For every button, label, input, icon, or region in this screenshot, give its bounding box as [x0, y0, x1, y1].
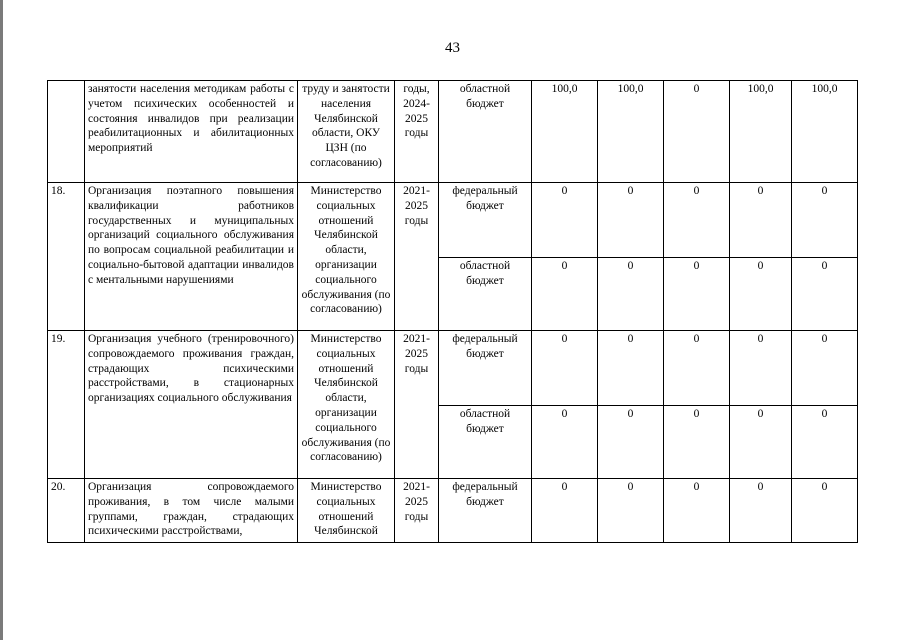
- amount-cell: 0: [598, 479, 664, 543]
- term-cell: 2021-2025 годы: [395, 331, 439, 479]
- amount-cell: 100,0: [532, 81, 598, 183]
- amount-cell: 0: [664, 406, 730, 479]
- amount-cell: 0: [730, 479, 792, 543]
- term-cell: 2021-2025 годы: [395, 479, 439, 543]
- funding-source: федеральный бюджет: [439, 479, 532, 543]
- amount-cell: 0: [532, 331, 598, 406]
- program-activities-table: [47, 80, 858, 543]
- row-number: 18.: [48, 183, 85, 331]
- scan-left-edge: [0, 0, 3, 640]
- amount-cell: 0: [664, 81, 730, 183]
- funding-source: федеральный бюджет: [439, 331, 532, 406]
- amount-cell: 100,0: [598, 81, 664, 183]
- amount-cell: 0: [730, 406, 792, 479]
- activity-name: занятости населения методикам работы с учетом психических особенностей и состояния инвалидов при реализации реабилитационных и абилитационных мероприятий: [85, 81, 298, 183]
- table-row: [48, 81, 858, 183]
- amount-cell: 0: [792, 406, 858, 479]
- amount-cell: 0: [730, 183, 792, 258]
- amount-cell: 0: [792, 258, 858, 331]
- amount-cell: 0: [598, 258, 664, 331]
- amount-cell: 0: [730, 331, 792, 406]
- amount-cell: 0: [598, 406, 664, 479]
- amount-cell: 0: [598, 331, 664, 406]
- amount-cell: 0: [532, 183, 598, 258]
- amount-cell: 0: [664, 479, 730, 543]
- executor-cell: Министерство социальных отношений Челябинской области, организации социального обслуживания (по согласованию): [298, 331, 395, 479]
- amount-cell: 0: [792, 479, 858, 543]
- row-number: 20.: [48, 479, 85, 543]
- amount-cell: 0: [792, 183, 858, 258]
- activity-name: Организация поэтапного повышения квалификации работников государственных и муниципальных организаций социального обслуживания по вопросам социальной реабилитации и социально-бытовой адаптации инвалидов с ментальными нарушениями: [85, 183, 298, 331]
- amount-cell: 0: [664, 258, 730, 331]
- amount-cell: 100,0: [792, 81, 858, 183]
- amount-cell: 0: [664, 183, 730, 258]
- term-cell: годы, 2024-2025 годы: [395, 81, 439, 183]
- amount-cell: 0: [532, 479, 598, 543]
- amount-cell: 0: [532, 258, 598, 331]
- amount-cell: 0: [664, 331, 730, 406]
- executor-cell: труду и занятости населения Челябинской области, ОКУ ЦЗН (по согласованию): [298, 81, 395, 183]
- funding-source: областной бюджет: [439, 81, 532, 183]
- amount-cell: 100,0: [730, 81, 792, 183]
- amount-cell: 0: [598, 183, 664, 258]
- funding-source: областной бюджет: [439, 406, 532, 479]
- table-row: [48, 479, 858, 543]
- amount-cell: 0: [532, 406, 598, 479]
- row-number: [48, 81, 85, 183]
- table-row: [48, 183, 858, 258]
- amount-cell: 0: [792, 331, 858, 406]
- term-cell: 2021-2025 годы: [395, 183, 439, 331]
- table-row: [48, 331, 858, 406]
- activity-name: Организация учебного (тренировочного) сопровождаемого проживания граждан, страдающих психическими расстройствами, в стационарных организациях социального обслуживания: [85, 331, 298, 479]
- funding-source: федеральный бюджет: [439, 183, 532, 258]
- activity-name: Организация сопровождаемого проживания, в том числе малыми группами, граждан, страдающих психическими расстройствами,: [85, 479, 298, 543]
- amount-cell: 0: [730, 258, 792, 331]
- executor-cell: Министерство социальных отношений Челябинской области, организации социального обслуживания (по согласованию): [298, 183, 395, 331]
- executor-cell: Министерство социальных отношений Челябинской: [298, 479, 395, 543]
- row-number: 19.: [48, 331, 85, 479]
- funding-source: областной бюджет: [439, 258, 532, 331]
- page-number: 43: [445, 40, 460, 56]
